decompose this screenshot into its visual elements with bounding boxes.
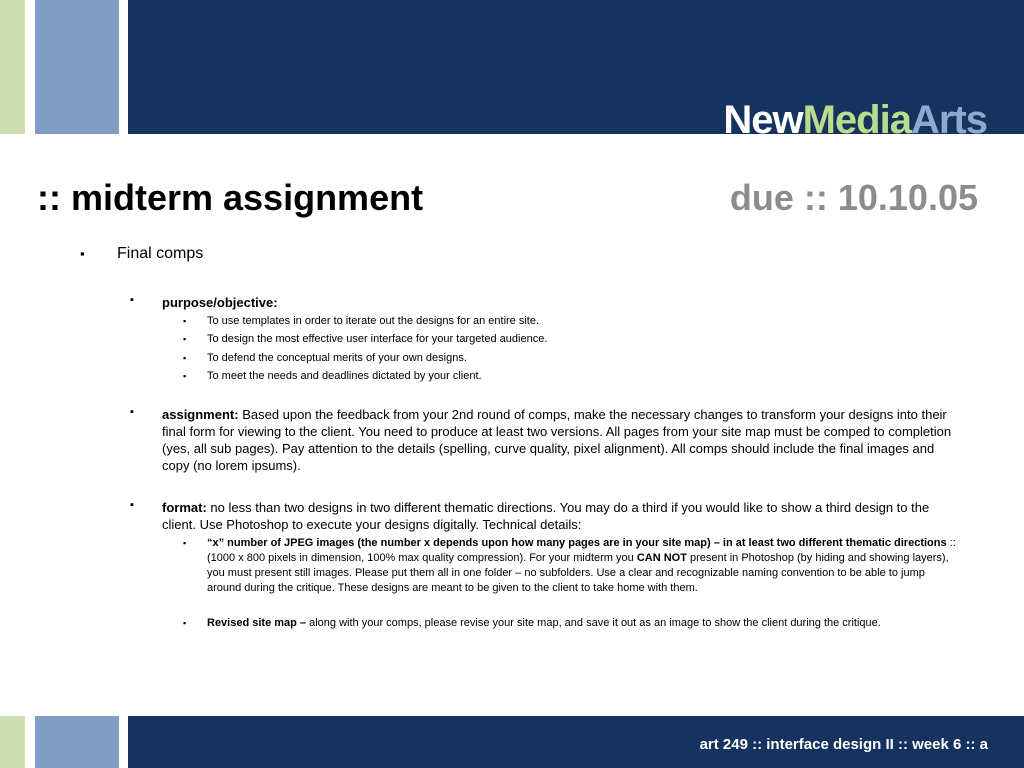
jpeg-heading: “x” number of JPEG images (the number x depends upon how many pages are in your site map) – in at least two different thematic directions: [207, 537, 947, 549]
bullet-icon: ▪: [130, 499, 134, 511]
bullet-icon: ▪: [183, 334, 187, 344]
format-text: no less than two designs in two different thematic directions. You may do a third if you would like to show a third design to the client. Use Photoshop to execute your designs digitally. Technical details:: [162, 500, 930, 532]
logo-media: Media: [802, 98, 911, 142]
bullet-final-comps: Final comps: [117, 245, 204, 262]
bullet-icon: ▪: [80, 246, 85, 261]
bullet-icon: ▪: [183, 353, 187, 363]
purpose-item: To design the most effective user interface for your targeted audience.: [207, 333, 548, 345]
purpose-label: purpose/objective:: [162, 295, 278, 310]
can-not-emphasis: CAN NOT: [636, 552, 687, 564]
bullet-icon: ▪: [183, 618, 187, 628]
logo-arts: Arts: [910, 98, 987, 142]
purpose-item: To defend the conceptual merits of your own designs.: [207, 352, 467, 364]
purpose-item: To meet the needs and deadlines dictated by your client.: [207, 370, 482, 382]
footer-course-label: art 249 :: interface design II :: week 6 :: a: [699, 736, 988, 753]
format-label: format:: [162, 500, 207, 515]
site-map-heading: Revised site map –: [207, 617, 307, 629]
bullet-icon: ▪: [130, 406, 134, 418]
assignment-label: assignment:: [162, 407, 239, 422]
slide-title: :: midterm assignment: [37, 177, 424, 218]
bullet-icon: ▪: [183, 316, 187, 326]
header-green-stripe: [0, 0, 25, 134]
format-paragraph: [162, 499, 962, 533]
assignment-paragraph: [162, 406, 962, 474]
footer-blue-stripe: [35, 716, 119, 768]
jpeg-text-rest: present in Photoshop (by hiding and showing layers), you must present still images. Please put them all in one folder – no subfolders. Use a clear and recognizable naming convention to be able to jump around during the critique. These designs are meant to be given to the client to take home with them.: [207, 552, 949, 594]
due-date: due :: 10.10.05: [729, 177, 978, 218]
format-item-jpeg: [207, 536, 959, 596]
site-map-text: along with your comps, please revise your site map, and save it out as an image to show the client during the critique.: [306, 617, 881, 629]
logo-new: New: [723, 98, 803, 142]
jpeg-text: :: (1000 x 800 pixels in dimension, 100% max quality compression). For your midterm you: [207, 537, 956, 564]
footer-green-stripe: [0, 716, 25, 768]
bullet-icon: ▪: [183, 371, 187, 381]
purpose-item: To use templates in order to iterate out the designs for an entire site.: [207, 315, 540, 327]
bullet-icon: ▪: [130, 294, 134, 306]
format-item-site-map: [207, 616, 959, 631]
newmediaarts-logo: [723, 96, 987, 144]
header-blue-stripe: [35, 0, 119, 134]
purpose-heading: [162, 294, 962, 311]
bullet-icon: ▪: [183, 538, 187, 548]
assignment-text: Based upon the feedback from your 2nd round of comps, make the necessary changes to transform your designs into their final form for viewing to the client. You need to produce at least two versions. All pages from your site map must be comped to completion (yes, all sub pages). Pay attention to the details (spelling, curve quality, pixel alignment). All comps should include the final images and copy (no lorem ipsums).: [162, 407, 952, 473]
